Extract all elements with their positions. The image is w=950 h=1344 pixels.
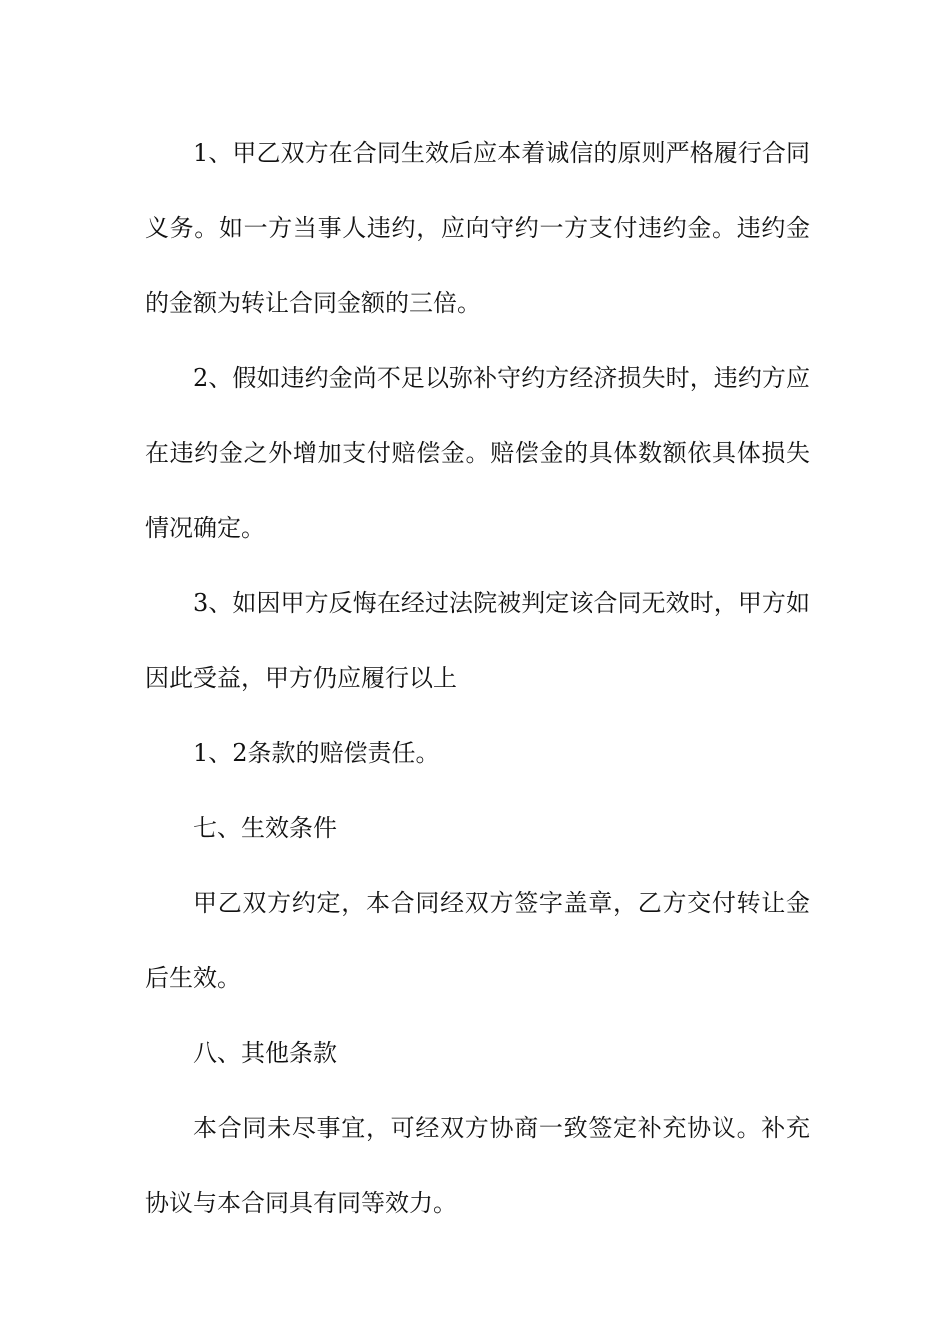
- paragraph-effective-conditions: 甲乙双方约定，本合同经双方签字盖章，乙方交付转让金后生效。: [145, 889, 810, 992]
- paragraph-other-terms: 本合同未尽事宜，可经双方协商一致签定补充协议。补充协议与本合同具有同等效力。: [145, 1114, 810, 1217]
- paragraph-clause-2: 2、假如违约金尚不足以弥补守约方经济损失时，违约方应在违约金之外增加支付赔偿金。赔偿金的具体数额依具体损失情况确定。: [145, 364, 810, 542]
- paragraph-clause-3: 3、如因甲方反悔在经过法院被判定该合同无效时，甲方如因此受益，甲方仍应履行以上: [145, 589, 810, 692]
- paragraph-clause-1: 1、甲乙双方在合同生效后应本着诚信的原则严格履行合同义务。如一方当事人违约，应向守约一方支付违约金。违约金的金额为转让合同金额的三倍。: [145, 139, 810, 317]
- paragraph-clause-3-continued: 1、2条款的赔偿责任。: [193, 739, 440, 767]
- section-heading-effective-conditions: 七、生效条件: [193, 814, 337, 842]
- section-heading-other-terms: 八、其他条款: [193, 1039, 337, 1067]
